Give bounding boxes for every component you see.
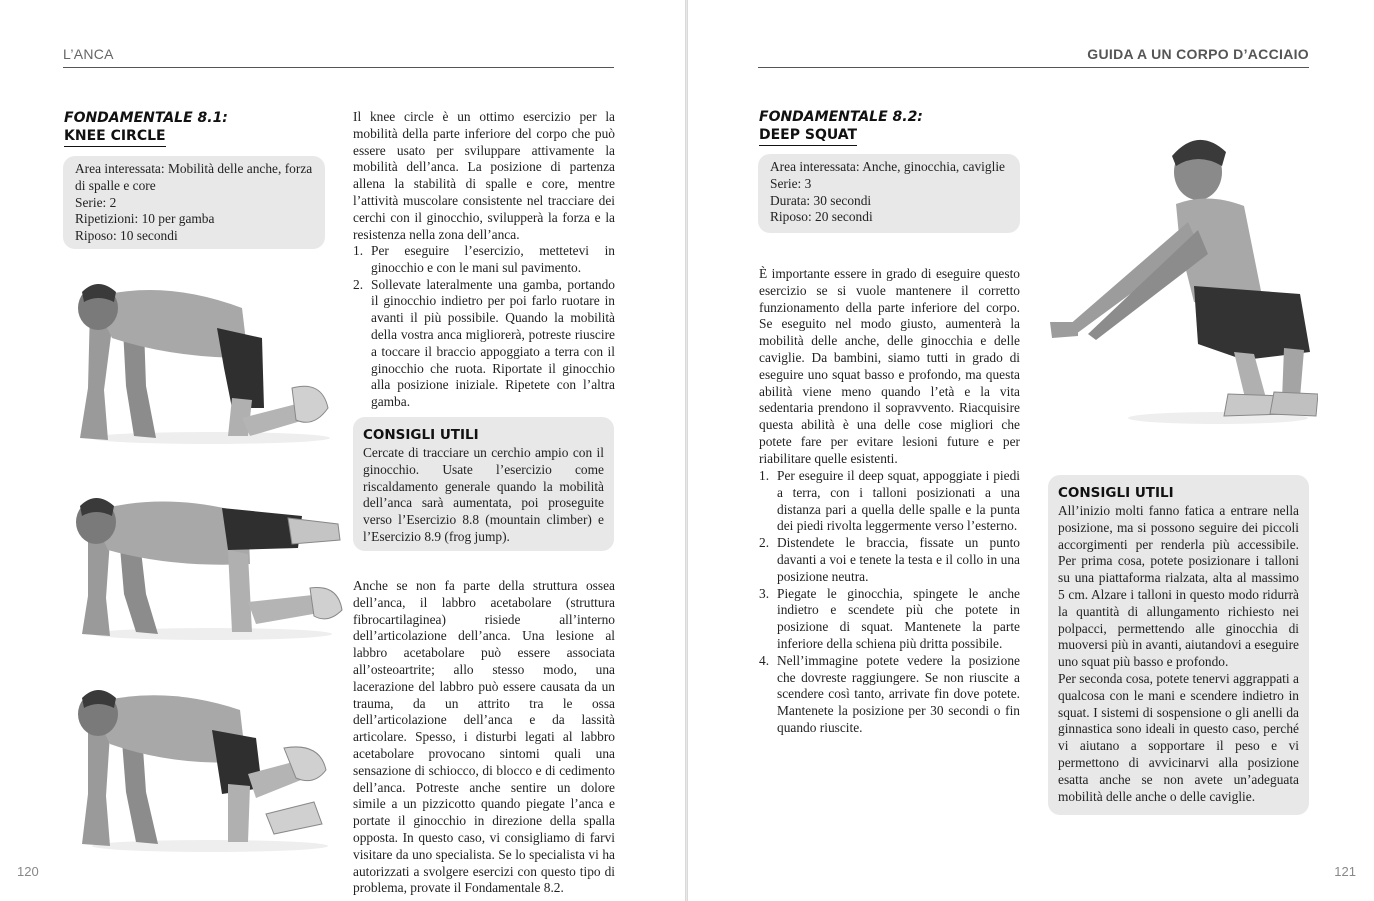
info-line: Riposo: 10 secondi <box>75 228 178 244</box>
info-line: Area interessata: Anche, ginocchia, caviglie <box>770 159 1005 174</box>
step-number: 2. <box>759 535 770 551</box>
tips-text: All’inizio molti fanno fatica a entrare nella posizione, ma si possono seguire dei piccoli accorgimenti per renderla più accessibile. Per prima cosa, potete posizionare i talloni su una piattaforma rialzata, alta al massimo 5 cm. Alzare i talloni in questo modo ridurrà la quantità di allungamento richiesto nei polpacci, permettendo alle ginocchia di muoversi più in avanti, aiutandovi a eseguire uno squat più basso e profondo. <box>1058 503 1299 670</box>
step-text: Nell’immagine potete vedere la posizione che dovreste raggiungere. Se non riuscite a scendere così tanto, arrivate fin dove potete. Mantenete la posizione per 30 secondi o fin quando riuscite. <box>777 652 1020 735</box>
tips-box <box>1048 475 1309 815</box>
running-head-left: L’ANCA <box>63 46 114 62</box>
intro-paragraph: Il knee circle è un ottimo esercizio per la mobilità della parte inferiore del corpo che può essere usato per sviluppare attivamente la mobilità dell’anca. La posizione di partenza allena la stabilità di spalle e core, mentre l’attività muscolare consistente nel tracciare dei cerchi con il ginocchio, svilupperà la forza e la resistenza nella zona dell’anca. <box>353 109 615 242</box>
exercise-info-box <box>758 154 1020 233</box>
exercise-title-8-1 <box>64 109 228 147</box>
list-item <box>759 468 1020 535</box>
tips-text: Cercate di tracciare un cerchio ampio con il ginocchio. Usate l’esercizio come riscaldamento generale quando la mobilità dell’anca sarà aumentata, poi proseguite verso l’Esercizio 8.8 (mountain climber) e l’Esercizio 8.9 (frog jump). <box>363 445 604 544</box>
step-number: 3. <box>759 585 770 601</box>
info-line: Ripetizioni: 10 per gamba <box>75 211 215 227</box>
step-text: Piegate le ginocchia, spingete le anche indietro e scendete più che potete in posizione di squat. Mantenete la parte inferiore della schiena più dritta possibile. <box>777 585 1020 651</box>
list-item <box>759 535 1020 585</box>
exercise-name: DEEP SQUAT <box>759 126 857 146</box>
body-paragraph: Anche se non fa parte della struttura ossea dell’anca, il labbro acetabolare (struttura fibrocartilaginea) risiede all’interno dell’articolazione dell’anca. Una lesione al labbro acetabolare può essere associata all’osteoartrite; allo stesso modo, una lacerazione del labbro può essere causata da un trauma, da un attrito tra le ossa dell’articolazione dell’anca e da lassità articolare. Spesso, i disturbi legati al labbro acetabolare provocano sintomi quali una sensazione di schiocco, di blocco e di cedimento dell’anca. Potreste anche sentire un dolore simile a un pizzicotto quando piegate l’anca e portate il ginocchio in direzione della spalla opposta. In questo caso, vi consigliamo di farvi visitare da uno specialista. Se lo specialista vi ha autorizzati a svolgere esercizi con questo tipo di problema, provate il Fondamentale 8.2. <box>353 578 615 896</box>
page-number-left: 120 <box>17 864 39 879</box>
steps-list <box>353 243 615 411</box>
tips-title: CONSIGLI UTILI <box>363 427 479 443</box>
step-text: Distendete le braccia, fissate un punto davanti a voi e tenete la testa e il collo in una posizione neutra. <box>777 535 1020 584</box>
step-number: 2. <box>353 276 364 292</box>
step-text: Per eseguire il deep squat, appoggiate i piedi a terra, con i talloni posizionati a una distanza pari a quella delle spalle e la punta dei piedi rivolta leggermente verso l’esterno. <box>777 468 1020 534</box>
step-number: 4. <box>759 652 770 668</box>
header-rule-right <box>758 67 1309 68</box>
list-item <box>353 277 615 411</box>
knee-circle-photo-lift <box>52 484 344 646</box>
list-item <box>759 586 1020 653</box>
exercise-title-8-2 <box>759 108 923 146</box>
page-number-right: 121 <box>1334 864 1356 879</box>
list-item <box>759 653 1020 737</box>
info-line: Serie: 3 <box>770 175 812 191</box>
left-page <box>0 0 686 901</box>
right-page <box>688 0 1374 901</box>
step-number: 1. <box>353 243 364 258</box>
exercise-number: FONDAMENTALE 8.1: <box>64 110 228 126</box>
exercise-number: FONDAMENTALE 8.2: <box>759 109 923 125</box>
steps-list <box>759 468 1020 737</box>
header-rule-left <box>63 67 614 68</box>
deep-squat-photo <box>1048 126 1318 434</box>
info-line: Area interessata: Mobilità delle anche, forza <box>75 161 313 176</box>
step-text: Sollevate lateralmente una gamba, portando il ginocchio indietro per poi farlo ruotare in avanti il più possibile. Quando la mobilità della vostra anca migliorerà, potreste riuscire a toccare il braccio appoggiato a terra con il ginocchio che ruota. Riportate il ginocchio alla posizione iniziale. Ripetete con l’altra gamba. <box>371 276 615 410</box>
tips-box <box>353 417 614 551</box>
step-number: 1. <box>759 468 770 483</box>
tips-title: CONSIGLI UTILI <box>1058 485 1174 501</box>
tips-text: Per seconda cosa, potete tenervi aggrappati a qualcosa con le mani e scendere indietro in squat. I sistemi di sospensione o gli anelli da ginnastica sono ideali in questo caso, perché vi aiutano a sopportare il peso e vi permettono di avvicinarvi alla posizione esatta anche se non avete un’adeguata mobilità delle anche o delle caviglie. <box>1058 670 1299 804</box>
info-line: Serie: 2 <box>75 194 117 210</box>
intro-paragraph: È importante essere in grado di eseguire questo esercizio se si vuole mantenere il corretto funzionamento della parte inferiore del corpo. Se eseguito nel modo giusto, aumenterà la mobilità delle anche, delle ginocchia e delle caviglie. Da bambini, siamo tutti in grado di eseguire uno squat basso e profondo, ma questa abilità viene meno quando l’età e la vita sedentaria prendono il sopravvento. Riacquisire questa abilità è una delle cose migliori che potete fare per evitare lesioni future e per riabilitare quelle esistenti. <box>759 266 1020 466</box>
info-line: Riposo: 20 secondi <box>770 209 873 225</box>
step-text: Per eseguire l’esercizio, mettetevi in ginocchio e con le mani sul pavimento. <box>371 243 615 275</box>
list-item <box>353 243 615 277</box>
knee-circle-photo-rotate <box>52 674 334 858</box>
exercise-name: KNEE CIRCLE <box>64 127 166 147</box>
running-head-right: GUIDA A UN CORPO D’ACCIAIO <box>1087 46 1309 62</box>
info-line: Durata: 30 secondi <box>770 192 872 208</box>
knee-circle-photo-start <box>52 268 334 450</box>
exercise-info-box <box>63 156 325 249</box>
info-line: di spalle e core <box>75 177 156 193</box>
